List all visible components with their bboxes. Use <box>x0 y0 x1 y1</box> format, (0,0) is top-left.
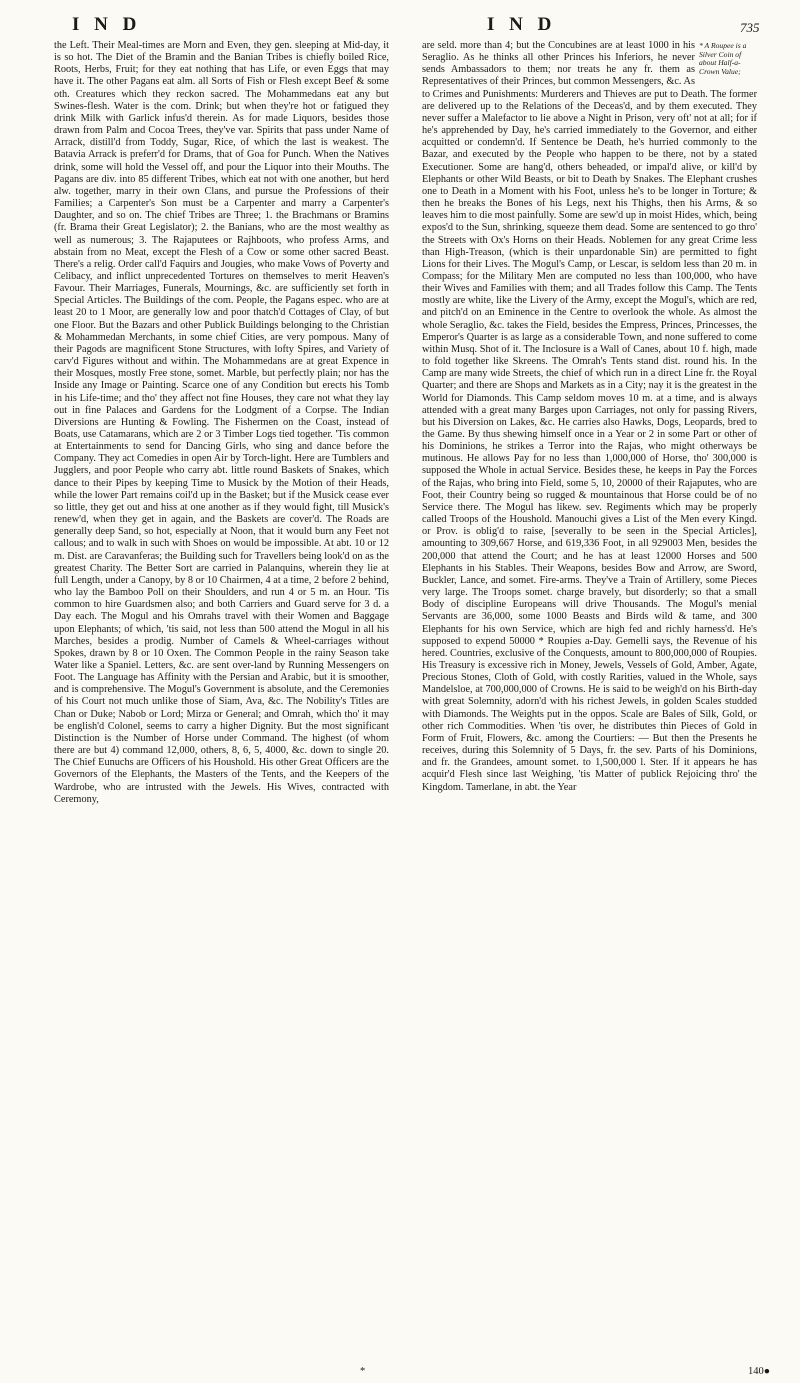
running-head-left: I N D <box>72 14 142 35</box>
running-head-right: I N D <box>487 14 557 35</box>
right-text-column <box>422 40 757 1365</box>
right-catchword: 140● <box>748 1366 771 1377</box>
page-number: 735 <box>740 20 760 35</box>
roupee-margin-note: * A Roupee is a Silver Coin of about Half-a-Crown Value; <box>699 41 747 76</box>
left-column-text: the Left. Their Meal-times are Morn and Even, they gen. sleeping at Mid-day, it is so hot. The Diet of the Bramin and the Banian Tribes is chiefly boiled Rice, Roots, Herbs, Fruit; for they eat nothing that has Life, or even Eggs that may have it. The other Pagans eat alm. all Sorts of Fish or Flesh except Beef & some oth. Creatures which they reckon sacred. The Mohammedans eat any but Swines-flesh. Water is the com. Drink; but when they're hot or fatigued they drink Milk with Garlick infus'd therein. As for made Liquors, besides those drawn from Palm and Cocoa Trees, they've var. Spirits that pass under Name of Arrack, distill'd from Toddy, Sugar, Rice, of which the last is weakest. The Batavia Arrack is preferr'd for Drams, that of Goa for Punch. When the Natives drink, some will hold the Vessel off, and pour the Liquor into their Mouths. The Pagans are div. into 85 different Tribes, which eat not with one another, but herd alw. together, marry in their own Clans, and pursue the Professions of their Families; a Carpenter's Son must be a Carpenter and marry a Carpenter's Daughter, and so on. The chief Tribes are Three; 1. the Brachmans or Bramins (fr. Brama their Great Legislator); 2. the Banians, who are the most wealthy as well as numerous; 3. The Rajaputees or Rajhboots, who profess Arms, and abstain from no Meat, except the Flesh of a Cow or some other sacred Beast. There's a relig. Order call'd Faquirs and Jougies, who make Vows of Poverty and Celibacy, and inflict unprecedented Tortures on themselves to merit Heaven's Favour. Their Marriages, Funerals, Mournings, &c. are sufficiently set forth in Special Articles. The Buildings of the com. People, the Pagans espec. who are at least 20 to 1 Moor, are generally low and poor thatch'd Cottages of Clay, of but one Floor. But the Bazars and other Publick Buildings belonging to the Christian & Mohammedan Merchants, in some chief Cities, are very pompous. Many of their Pagods are magnificent Stone Structures, with lofty Spires, and Variety of carv'd Figures without and within. The Mohammedans are at great Expence in their Mosques, mostly Free stone, somet. Marble, but perfectly plain; nor has the Inside any Image or Painting. Scarce one of any Condition but erects his Tomb in his Life-time; and tho' they affect not fine Houses, they care not what they lay out in fine Palaces and Gardens for the Lodgment of a Corpse. The Indian Diversions are Hunting & Fowling. The Fishermen on the Coast, instead of Boats, use Catamarans, which are 2 or 3 Timber Logs tied together. 'Tis common at Entertainments to send for Dancing Girls, who sing and dance before the Company. They act Comedies in open Air by Torch-light. Here are Tumblers and Jugglers, and poor People who carry abt. little round Baskets of Snakes, which dance to their Pipes by keeping Time to Musick by the Motion of their Heads, while the lower Part remains coil'd up in the Basket; but if the Musick cease ever so little, they get out and hiss at one another as if they would fight, till Musick's renew'd, when they get in again, and the Baskets are cover'd. The Roads are generally deep Sand, so hot, especially at Noon, that it would burn any Feet not callous; and to walk in such with Shoes on would be impossible. At abt. 10 or 12 m. Dist. are Caravanferas; the Building such for Travellers being look'd on as the greatest Charity. The Better Sort are carried in Palanquins, wherein they lie at full Length, under a Canopy, by 8 or 10 Chairmen, 4 at a time, 2 before 2 behind, who lay the Bamboo Poll on their Shoulders, and run 4 or 5 m. an Hour. 'Tis common to hire Guardsmen also; and both Carriers and Guard serve for 3 d. a Day each. The Mogul and his Omrahs travel with their Women and Baggage upon Elephants; of which, 'tis said, not less than 500 attend the Mogul in all his Marches, besides a prodig. Number of Camels & Wheel-carriages without Spokes, drawn by 8 or 10 Oxen. The Common People in the rainy Season take Water like a Spaniel. Letters, &c. are sent over-land by Running Messengers on Foot. The Language has Affinity with the Persian and Arabic, but it is smoother, and is comprehensive. The Mogul's Government is absolute, and the Ceremonies of his Court not much unlike those of Siam, Ava, &c. The Nobility's Titles are Chan or Duke; Nabob or Lord; Mirza or General; and Omrah, which tho' it may be english'd Colonel, seems to carry a higher Dignity. But the most significant Distinction is the Number of Horse under Command. The highest (of whom there are but 4) command 12,000, others, 8, 6, 5, 4000, &c. down to single 20. The Chief Eunuchs are Officers of his Houshold. His other Great Officers are the Governors of the Elephants, the Masters of the Tents, and the Keepers of the Wardrobe, who are intrusted with the Jewels. His Wives, contracted with Ceremony, <box>54 40 389 805</box>
left-text-column <box>54 40 389 1365</box>
right-column-text: are seld. more than 4; but the Concubines are at least 1000 in his Seraglio. As he thinks all other Princes his Inferiors, he never sends Ambassadors to them; nor treats he any fr. them as Representatives of their Princes, but common Messengers, &c. As to Crimes and Punishments: Murderers and Thieves are put to Death. The former are delivered up to the Relations of the Deceas'd, and by them executed. They never suffer a Malefactor to lie above a Night in Prison, very oft' not at all; for if he's apprehended by Day, he's carried immediately to the Governor, and either acquitted or condemn'd. If Sentence be Death, he's hurried commonly to the Bazar, and executed by the People who happen to be there, not by a stated Executioner. Some are hang'd, others beheaded, or impal'd alive, or kill'd by Elephants or other Wild Beasts, or bit to Death by Snakes. The Elephant crushes one to Death in a Moment with his Foot, unless he's to be longer in Torture; & then he breaks the Bones of his Legs, next his Thighs, then his Arms, & so leaves him to die most painfully. Some are sew'd up in moist Hides, which, being expos'd to the Sun, shrinking, squeeze them dead. Some are sentenced to go thro' the Streets with Ox's Horns on their Heads. Noblemen for any great Crime less than High-Treason, (which is their unpardonable Sin) are permitted to fight Lions for their Lives. The Mogul's Camp, or Lescar, is seldom less than 20 m. in Compass; for the Military Men are computed no less than 100,000, who have their Wives and Families with them; and all Trades follow this Camp. The Tents mostly are white, like the Livery of the Army, except the Mogul's, which are red, and pitch'd on an Eminence in the Centre to overlook the whole. As almost the whole Seraglio, &c. takes the Field, besides the Empress, Princes, Princesses, the Emperor's Quarter is as large as a considerable Town, and none suffered to come within Musq. Shot of it. The Inclosure is a Wall of Canes, about 10 f. high, made to fold together like Skreens. The Omrah's Tents stand dist. round his. In the Camp are many wide Streets, the chief of which run in a direct Line fr. the Royal Quarter; and there are Shops and Markets as in a City; nay it is the greatest in the World for Diamonds. This Camp seldom moves 10 m. at a time, and is always attended with a great many Barges upon Carriages, not only for passing Rivers, but his Diversion on Lakes, &c. He carries also Hawks, Dogs, Leopards, bred to the Game. By thus shewing himself once in a Year or 2 in some Part or other of his Dominions, he strikes a Terror into the Rajas, who might otherways be mutinous. He allows Pay for no less than 1,000,000 of Horse, tho' 300,000 is supposed the Whole in actual Service. Besides these, he keeps in Pay the Forces of the Rajas, who bring into Field, some 5, 10, 20000 of their Rajaputes, who are Foot, their Country being so rugged & mountainous that Horse could be of no Service there. The Mogul has likew. sev. Regiments which may be properly called Troops of the Houshold. Manouchi gives a List of the Men every Kingd. or Prov. is oblig'd to raise, [severally to be seen in the Special Articles], amounting to 309,667 Horse, and 619,336 Foot, in all 929003 Men, besides the 200,000 that attend the Court; and he has at least 12000 Horses and 500 Elephants in his Stables. Their Weapons, besides Bow and Arrow, are Sword, Buckler, Lance, and somet. Fire-arms. They've a Train of Artillery, some Pieces very large. The Troops somet. charge bravely, but disorderly; so that a small Body of discipline Europeans will drive Thousands. The Mogul's menial Servants are 36,000, some 1000 Beasts and Birds wild & tame, and 300 Elephants for his own Service, which are high fed and richly harness'd. He's supposed to expend 50000 * Roupies a-Day. Gemelli says, the Revenue of his hered. Countries, exclusive of the Conquests, amount to 800,000,000 of Roupies. His Treasury is excessive rich in Money, Jewels, Vessels of Gold, Amber, Agate, Precious Stones, Cloth of Gold, with costly Rarities, valued in the Whole, says Mandelsloe, at 700,000,000 of Crowns. He is said to be weigh'd on his Birth-day with great Solemnity, adorn'd with his richest Jewels, in golden Scales studded with Diamonds. The Weights put in the oppos. Scale are Bales of Silk, Gold, or other rich Commodities. When 'tis over, he distributes thin Pieces of Gold in Form of Fruit, Flowers, &c. among the Courtiers: — But then the Presents he receives, during this Solemnity of 5 Days, fr. the sev. Parts of his Dominions, and fr. the Grandees, amount somet. to 1,500,000 l. Ster. If it appears he has acquir'd Flesh since last Weighing, 'tis Matter of publick Rejoicing thro' the Kingdom. Tamerlane, in abt. the Year <box>422 40 757 793</box>
left-catchword: * <box>360 1366 366 1377</box>
